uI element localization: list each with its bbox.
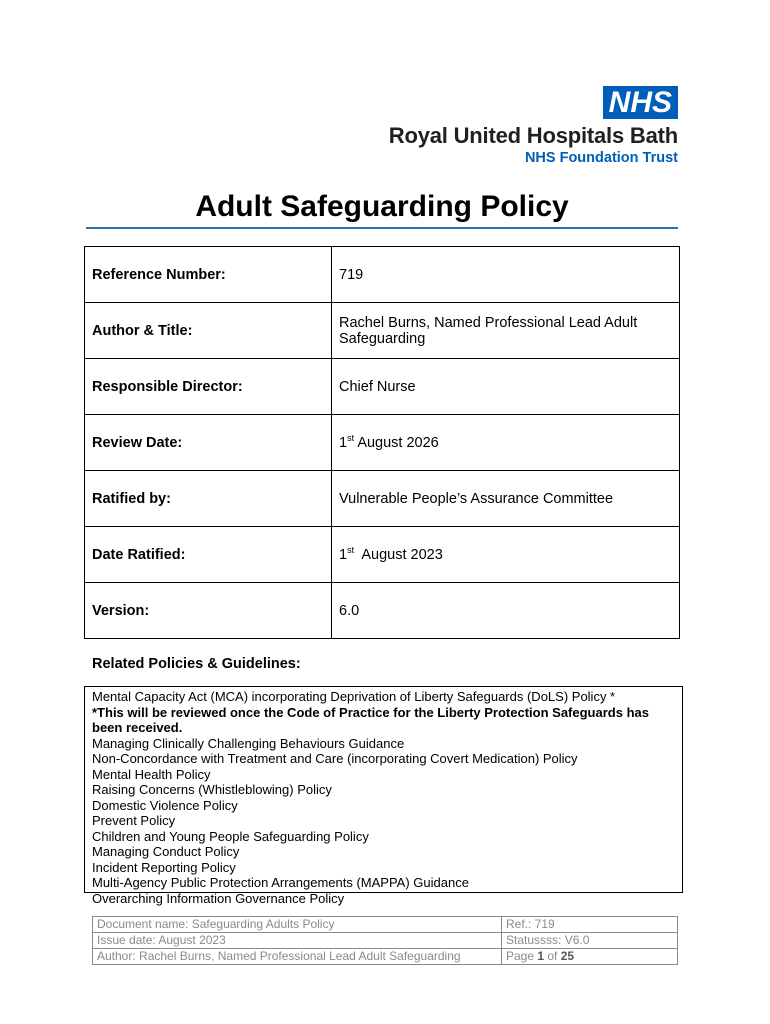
table-row xyxy=(85,583,680,639)
page-total: 25 xyxy=(560,949,575,963)
director-label: Responsible Director: xyxy=(85,359,332,415)
list-item: Prevent Policy xyxy=(92,813,176,828)
ratified-month-year: August 2023 xyxy=(354,546,443,563)
list-item: Domestic Violence Policy xyxy=(92,797,238,813)
footer-page xyxy=(502,949,678,965)
footer-author: Author: Rachel Burns, Named Professional Lead Adult Safeguarding xyxy=(93,949,502,965)
nhs-badge: NHS xyxy=(603,86,678,119)
review-date-value xyxy=(332,415,680,471)
review-day: 1 xyxy=(339,434,348,451)
table-row xyxy=(85,415,680,471)
list-item: Mental Capacity Act (MCA) incorporating Deprivation of Liberty Safeguards (DoLS) Policy * xyxy=(92,689,616,704)
list-item: Mental Health Policy xyxy=(92,766,211,782)
document-footer xyxy=(92,916,678,965)
related-policies-heading: Related Policies & Guidelines: xyxy=(92,656,301,672)
list-item: Non-Concordance with Treatment and Care (incorporating Covert Medication) Policy xyxy=(92,751,578,766)
reference-value: 719 xyxy=(332,247,680,303)
author-label: Author & Title: xyxy=(85,303,332,359)
page-title: Adult Safeguarding Policy xyxy=(86,190,678,229)
review-note: *This will be reviewed once the Code of Practice for the Liberty Protection Safeguards has been received. xyxy=(92,704,649,735)
ratified-by-value: Vulnerable People’s Assurance Committee xyxy=(332,471,680,527)
date-ratified-value xyxy=(332,527,680,583)
footer-issue-date: Issue date: August 2023 xyxy=(93,933,502,949)
related-policies-box xyxy=(84,686,683,906)
page-number: 1 xyxy=(537,949,545,963)
director-value: Chief Nurse xyxy=(332,359,680,415)
footer-status: Statussss: V6.0 xyxy=(502,933,678,949)
policy-meta-table xyxy=(84,246,680,639)
table-row xyxy=(85,527,680,583)
list-item: Incident Reporting Policy xyxy=(92,859,236,875)
author-value: Rachel Burns, Named Professional Lead Adult Safeguarding xyxy=(332,303,680,359)
list-item: Overarching Information Governance Policy xyxy=(92,890,345,906)
page-prefix: Page xyxy=(506,949,538,963)
nhs-logo xyxy=(378,86,678,166)
list-item: Raising Concerns (Whistleblowing) Policy xyxy=(92,782,332,797)
ratified-by-label: Ratified by: xyxy=(85,471,332,527)
date-ratified-label: Date Ratified: xyxy=(85,527,332,583)
review-date-label: Review Date: xyxy=(85,415,332,471)
list-item: Children and Young People Safeguarding Policy xyxy=(92,828,369,844)
org-name: Royal United Hospitals Bath xyxy=(388,123,678,148)
list-item: Managing Conduct Policy xyxy=(92,844,240,859)
table-row xyxy=(93,933,678,949)
ratified-day: 1 xyxy=(339,546,348,563)
table-row xyxy=(85,359,680,415)
table-row xyxy=(93,949,678,965)
review-month-year: August 2026 xyxy=(354,434,439,451)
version-value: 6.0 xyxy=(332,583,680,639)
table-row xyxy=(85,471,680,527)
review-ordinal: st xyxy=(347,432,355,443)
list-item: Multi-Agency Public Protection Arrangements (MAPPA) Guidance xyxy=(92,875,469,890)
table-row xyxy=(85,247,680,303)
table-row xyxy=(93,917,678,933)
list-item: Managing Clinically Challenging Behaviours Guidance xyxy=(92,735,405,751)
footer-doc-name: Document name: Safeguarding Adults Policy xyxy=(93,917,502,933)
org-subtitle: NHS Foundation Trust xyxy=(524,150,678,166)
version-label: Version: xyxy=(85,583,332,639)
page-of: of xyxy=(544,949,561,963)
reference-label: Reference Number: xyxy=(85,247,332,303)
table-row xyxy=(85,303,680,359)
footer-ref: Ref.: 719 xyxy=(502,917,678,933)
ratified-ordinal: st xyxy=(347,544,355,555)
